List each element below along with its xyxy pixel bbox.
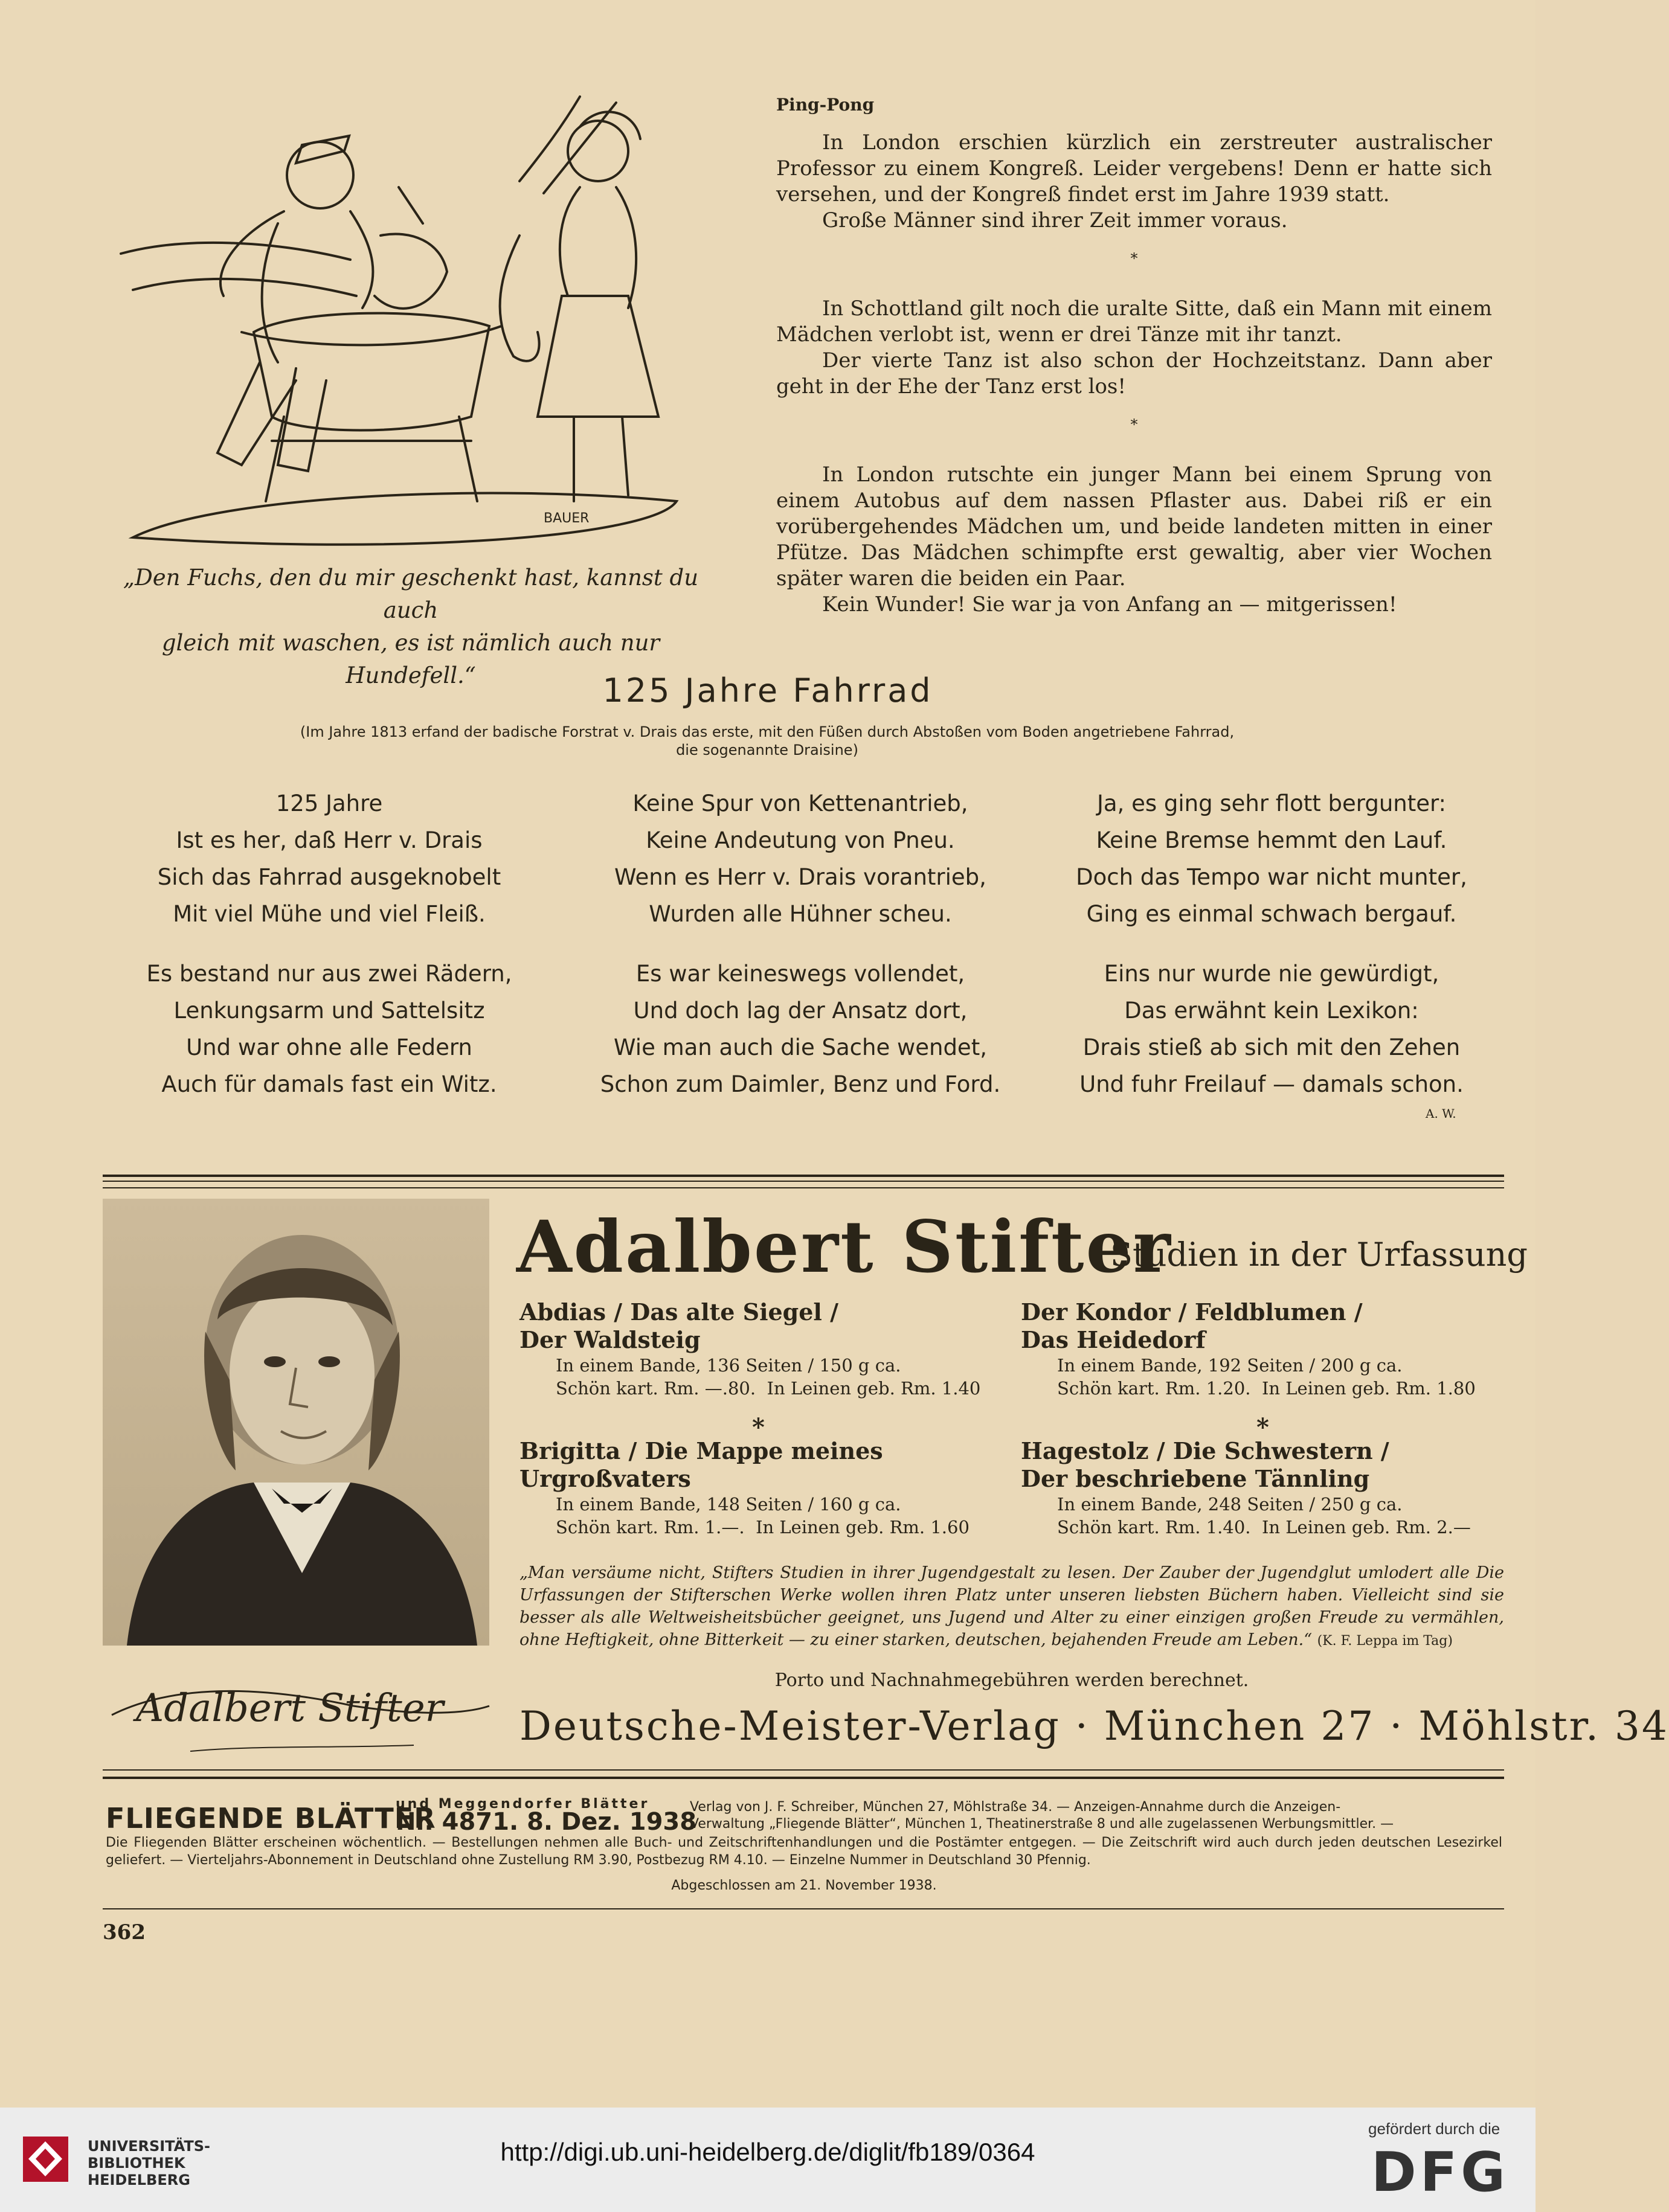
divider [103,1175,1504,1177]
stifter-signature [100,1649,498,1763]
book-entry: Hagestolz / Die Schwestern / Der beschriebene Tännling In einem Bande, 248 Seiten / 250 g ca. Schön kart. Rm. 1.40. In Leinen geb. Rm. 2.— [1021,1437,1471,1537]
signature-text: Adalbert Stifter [136,1686,444,1731]
magazine-name: FLIEGENDE BLÄTTER [106,1802,436,1835]
ad-title: Adalbert Stifter [516,1205,1172,1289]
issue-info: Nr. 4871. 8. Dez. 1938 [396,1808,697,1836]
pingpong-heading: Ping-Pong [776,95,875,115]
book-entry: Brigitta / Die Mappe meines Urgroßvaters In einem Bande, 148 Seiten / 160 g ca. Schön kart. Rm. 1.—. In Leinen geb. Rm. 1.60 [519,1437,970,1537]
ad-subtitle: Studien in der Urfassung [1110,1236,1528,1274]
book-entry: Der Kondor / Feldblumen / Das Heidedorf In einem Bande, 192 Seiten / 200 g ca. Schön kart. Rm. 1.20. In Leinen geb. Rm. 1.80 [1021,1298,1476,1399]
poem-subtitle: (Im Jahre 1813 erfand der badische Forstrat v. Drais das erste, mit den Füßen durch Abstoßen vom Boden angetriebene Fahrrad, die sogenannte Draisine) [300,723,1235,758]
subscription-info: Die Fliegenden Blätter erscheinen wöchentlich. — Bestellungen nehmen alle Buch- und Zeitschriftenhandlungen und die Postämter entgegen. — Die Zeitschrift wird auch durch jeden deutschen Lesezirkel geliefert. — Vierteljahrs-Abonnement in Deutschland ohne Zustellung RM 3.90, Postbezug RM 4.10. — Einzelne Nummer in Deutschland 30 Pfennig. [106,1835,1502,1868]
pingpong-punchline: Der vierte Tanz ist also schon der Hochzeitstanz. Dann aber geht in der Ehe der Tanz erst los! [776,348,1492,399]
stifter-portrait [103,1199,489,1646]
pingpong-paragraph: In Schottland gilt noch die uralte Sitte, daß ein Mann mit einem Mädchen verlobt ist, wenn er drei Tänze mit ihr tanzt. [776,297,1492,347]
separator-star: * [752,1413,765,1441]
funding-label: gefördert durch die [1368,2120,1500,2138]
closing-date: Abgeschlossen am 21. November 1938. [671,1878,937,1893]
poem-author: A. W. [1426,1106,1456,1121]
publisher-info: Verlag von J. F. Schreiber, München 27, Möhlstraße 34. — Anzeigen-Annahme durch die Anzeigen- Verwaltung „Fliegende Blätter“, München 1, Theatinerstraße 8 und alle zugelassenen Werbungsmittler. — [690,1800,1394,1832]
publisher-line: Deutsche-Meister-Verlag · München 27 · Möhlstr. 34 [519,1703,1669,1749]
poem-stanza: Ja, es ging sehr flott bergunter: Keine Bremse hemmt den Lauf. Doch das Tempo war nicht munter, Ging es einmal schwach bergauf. [1076,790,1467,927]
cartoon-signature: BAUER [544,511,590,526]
poem-stanza: Keine Spur von Kettenantrieb, Keine Andeutung von Pneu. Wenn es Herr v. Drais vorantrieb, Wurden alle Hühner scheu. [614,790,986,927]
divider [103,1777,1504,1779]
magazine-subname: und Meggendorfer Blätter [396,1797,650,1812]
review-quote: „Man versäume nicht, Stifters Studien in ihrer Jugendgestalt zu lesen. Der Zauber der Jugendglut umlodert alle Die Urfassungen der Stifterschen Werke wollen ihren Platz unter unseren liebsten Büchern haben. Vielleicht sind sie besser als alle Weltweisheitsbücher geeignet, uns Jugend und Alter zu einer einzigen großen Freude zu vermählen, ohne Heftigkeit, ohne Bitterkeit — zu einer starken, deutschen, bejahenden Freude am Leben.“ (K. F. Leppa im Tag) [519,1563,1504,1649]
pingpong-paragraph: In London erschien kürzlich ein zerstreuter australischer Professor zu einem Kongreß. Leider vergebens! Denn er hatte sich versehen, und der Kongreß findet erst im Jahre 1939 statt. [776,130,1492,207]
dfg-logo[interactable]: DFG [1371,2141,1510,2204]
university-library-name[interactable]: UNIVERSITÄTS- BIBLIOTHEK HEIDELBERG [88,2138,211,2188]
page-number: 362 [103,1920,146,1944]
poem-stanza: Eins nur wurde nie gewürdigt, Das erwähnt kein Lexikon: Drais stieß ab sich mit den Zehen Und fuhr Freilauf — damals schon. [1079,961,1464,1097]
divider [103,1769,1504,1771]
pingpong-paragraph: In London rutschte ein junger Mann bei einem Sprung von einem Autobus auf dem nassen Pflaster aus. Dabei riß er ein vorübergehendes Mädchen um, und beide landeten mitten in einer Pfütze. Das Mädchen schimpfte erst gewaltig, aber vier Wochen später waren die beiden ein Paar. [776,463,1492,591]
quote-source: (K. F. Leppa im Tag) [1317,1633,1453,1649]
cartoon-caption: „Den Fuchs, den du mir geschenkt hast, kannst du auch gleich mit waschen, es ist nämlich auch nur Hundefell.“ [123,565,699,688]
divider [103,1181,1504,1182]
book-entry: Abdias / Das alte Siegel / Der Waldsteig In einem Bande, 136 Seiten / 150 g ca. Schön kart. Rm. —.80. In Leinen geb. Rm. 1.40 [519,1298,981,1399]
separator-star: * [1130,250,1138,267]
poem-stanza: 125 Jahre Ist es her, daß Herr v. Drais Sich das Fahrrad ausgeknobelt Mit viel Mühe und viel Fleiß. [157,790,501,927]
pingpong-punchline: Große Männer sind ihrer Zeit immer voraus. [822,208,1288,232]
divider [103,1187,1504,1188]
poem-title: 125 Jahre Fahrrad [602,672,933,710]
pingpong-column [776,92,1492,618]
divider [103,1908,1504,1909]
separator-star: * [1256,1413,1269,1441]
poem-stanza: Es bestand nur aus zwei Rädern, Lenkungsarm und Sattelsitz Und war ohne alle Federn Auch für damals fast ein Witz. [146,961,512,1097]
pingpong-punchline: Kein Wunder! Sie war ja von Anfang an — mitgerissen! [822,592,1397,617]
shipping-note: Porto und Nachnahmegebühren werden berechnet. [774,1670,1249,1691]
cartoon-illustration [97,79,695,562]
poem-stanza: Es war keineswegs vollendet, Und doch lag der Ansatz dort, Wie man auch die Sache wendet, Schon zum Daimler, Benz und Ford. [600,961,1001,1097]
separator-star: * [1130,416,1138,433]
permalink-url[interactable]: http://digi.ub.uni-heidelberg.de/diglit/fb189/0364 [500,2138,1035,2166]
